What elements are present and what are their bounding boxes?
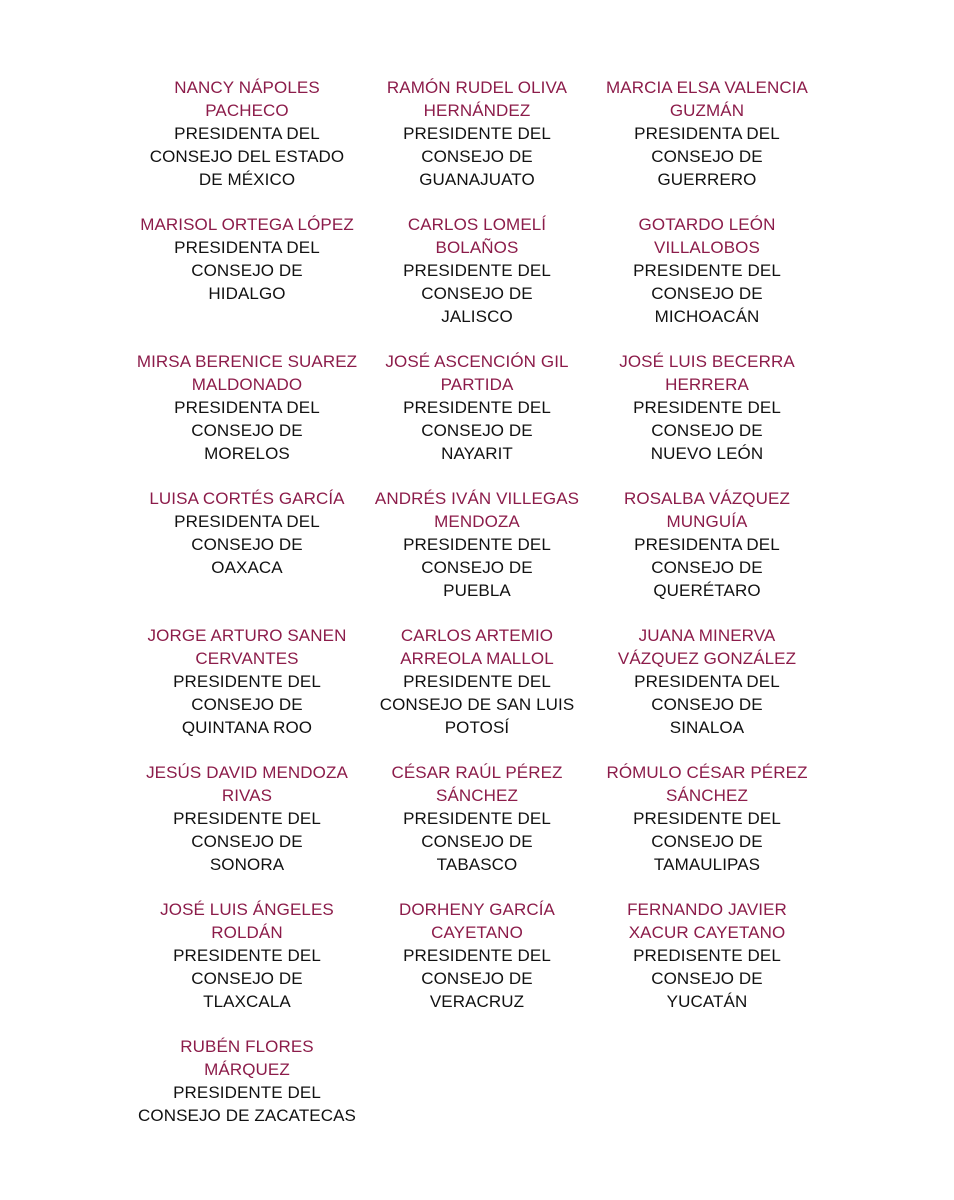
council-role	[132, 122, 362, 191]
council-role-line: PRESIDENTE DEL	[403, 124, 551, 143]
council-role-line: CONSEJO DE	[651, 832, 763, 851]
council-role-line: CONSEJO DE	[421, 558, 533, 577]
person-name-line: CERVANTES	[195, 649, 299, 668]
council-role-line: PRESIDENTE DEL	[633, 809, 781, 828]
person-name-line: JOSÉ ASCENCIÓN GIL	[385, 352, 569, 371]
person-name-line: MIRSA BERENICE SUAREZ	[136, 352, 358, 371]
council-role-line: PRESIDENTE DEL	[173, 809, 321, 828]
council-role-line: DE MÉXICO	[198, 170, 296, 189]
council-entry	[592, 350, 822, 487]
person-name-line: PACHECO	[205, 101, 289, 120]
council-entry	[132, 624, 362, 761]
council-role-line: MORELOS	[204, 444, 290, 463]
council-role-line: PRESIDENTE DEL	[403, 672, 551, 691]
council-role-line: CONSEJO DE	[651, 969, 763, 988]
council-role-line: SINALOA	[669, 718, 745, 737]
council-role-line: PRESIDENTA DEL	[174, 398, 320, 417]
council-role-line: CONSEJO DE	[191, 695, 303, 714]
person-name-line: FERNANDO JAVIER	[627, 900, 787, 919]
council-role-line: PRESIDENTE DEL	[403, 946, 551, 965]
council-role-line: CONSEJO DE	[651, 558, 763, 577]
council-role-line: OAXACA	[211, 558, 283, 577]
council-role-line: PRESIDENTE DEL	[173, 1083, 321, 1102]
council-role-line: CONSEJO DE	[421, 421, 533, 440]
council-role-line: PRESIDENTE DEL	[403, 809, 551, 828]
person-name	[362, 898, 592, 944]
person-name	[592, 487, 822, 533]
council-role-line: VERACRUZ	[429, 992, 525, 1011]
council-role-line: PREDISENTE DEL	[633, 946, 781, 965]
council-role	[592, 807, 822, 876]
council-role-line: PRESIDENTA DEL	[634, 672, 780, 691]
person-name-line: GOTARDO LEÓN	[638, 215, 776, 234]
council-role-line: HIDALGO	[208, 284, 286, 303]
council-role	[132, 236, 362, 305]
council-entry	[362, 487, 592, 624]
person-name-line: HERRERA	[665, 375, 749, 394]
council-role	[362, 396, 592, 465]
council-entry	[362, 213, 592, 350]
council-role-line: PRESIDENTA DEL	[634, 124, 780, 143]
council-role-line: CONSEJO DE	[651, 695, 763, 714]
person-name-line: RÓMULO CÉSAR PÉREZ	[606, 763, 808, 782]
council-role-line: CONSEJO DE	[651, 284, 763, 303]
person-name	[132, 350, 362, 396]
person-name-line: ANDRÉS IVÁN VILLEGAS	[374, 489, 580, 508]
person-name-line: CÉSAR RAÚL PÉREZ	[391, 763, 563, 782]
council-role	[132, 807, 362, 876]
council-role-line: CONSEJO DE	[191, 421, 303, 440]
person-name-line: ARREOLA MALLOL	[400, 649, 554, 668]
person-name	[592, 624, 822, 670]
person-name-line: CARLOS LOMELÍ	[407, 215, 547, 234]
council-entry	[592, 213, 822, 350]
person-name-line: VÁZQUEZ GONZÁLEZ	[617, 649, 797, 668]
council-role-line: CONSEJO DE ZACATECAS	[138, 1106, 356, 1125]
person-name-line: JOSÉ LUIS BECERRA	[619, 352, 795, 371]
council-entry	[132, 761, 362, 898]
person-name-line: GUZMÁN	[669, 101, 745, 120]
person-name	[362, 76, 592, 122]
person-name	[132, 487, 362, 510]
person-name-line: DORHENY GARCÍA	[398, 900, 555, 919]
person-name	[592, 761, 822, 807]
person-name-line: PARTIDA	[440, 375, 514, 394]
council-role	[132, 510, 362, 579]
council-entry	[592, 76, 822, 213]
person-name-line: JOSÉ LUIS ÁNGELES	[160, 900, 334, 919]
council-role-line: SONORA	[209, 855, 285, 874]
council-entry	[132, 487, 362, 624]
council-role-line: JALISCO	[441, 307, 513, 326]
council-role-line: PRESIDENTA DEL	[174, 124, 320, 143]
council-entry	[362, 761, 592, 898]
council-role	[362, 944, 592, 1013]
council-role	[592, 396, 822, 465]
council-role-line: CONSEJO DE	[651, 147, 763, 166]
council-role-line: CONSEJO DE	[421, 284, 533, 303]
person-name-line: XACUR CAYETANO	[628, 923, 786, 942]
council-role-line: PRESIDENTA DEL	[174, 512, 320, 531]
person-name-line: HERNÁNDEZ	[423, 101, 531, 120]
council-role-line: POTOSÍ	[444, 718, 510, 737]
person-name-line: VILLALOBOS	[654, 238, 760, 257]
council-role	[132, 1081, 362, 1127]
council-entry	[132, 350, 362, 487]
council-role-line: NAYARIT	[441, 444, 513, 463]
council-entry	[132, 1035, 362, 1172]
council-role-line: PRESIDENTE DEL	[173, 946, 321, 965]
council-role	[132, 670, 362, 739]
council-role	[592, 122, 822, 191]
person-name-line: BOLAÑOS	[435, 238, 519, 257]
council-role	[592, 944, 822, 1013]
council-role	[132, 396, 362, 465]
person-name-line: MALDONADO	[191, 375, 303, 394]
council-entry	[362, 898, 592, 1035]
council-role-line: TAMAULIPAS	[653, 855, 761, 874]
council-role	[362, 807, 592, 876]
person-name-line: JUANA MINERVA	[638, 626, 776, 645]
council-role	[362, 259, 592, 328]
council-role-line: CONSEJO DE	[191, 261, 303, 280]
person-name-line: LUISA CORTÉS GARCÍA	[149, 489, 345, 508]
council-role	[362, 670, 592, 739]
person-name-line: ROSALBA VÁZQUEZ	[624, 489, 790, 508]
person-name	[362, 624, 592, 670]
person-name-line: SÁNCHEZ	[666, 786, 748, 805]
person-name	[132, 898, 362, 944]
council-role-line: PRESIDENTE DEL	[173, 672, 321, 691]
council-role-line: MICHOACÁN	[654, 307, 760, 326]
person-name-line: CARLOS ARTEMIO	[400, 626, 554, 645]
person-name-line: SÁNCHEZ	[436, 786, 518, 805]
person-name-line: CAYETANO	[431, 923, 523, 942]
council-role-line: CONSEJO DEL ESTADO	[149, 147, 345, 166]
person-name-line: JORGE ARTURO SANEN	[147, 626, 347, 645]
council-role-line: PRESIDENTA DEL	[634, 535, 780, 554]
council-role-line: PRESIDENTE DEL	[403, 535, 551, 554]
council-entry	[592, 761, 822, 898]
council-entry	[132, 213, 362, 350]
council-role-line: QUERÉTARO	[653, 581, 761, 600]
council-entry	[132, 898, 362, 1035]
council-role	[592, 259, 822, 328]
council-presidents-grid	[132, 76, 822, 1172]
person-name-line: JESÚS DAVID MENDOZA	[146, 763, 348, 782]
person-name	[592, 898, 822, 944]
person-name-line: NANCY NÁPOLES	[174, 78, 320, 97]
council-role-line: NUEVO LEÓN	[650, 444, 764, 463]
council-role	[362, 122, 592, 191]
council-role-line: PRESIDENTE DEL	[633, 398, 781, 417]
council-role-line: CONSEJO DE	[191, 535, 303, 554]
person-name	[592, 76, 822, 122]
council-entry	[362, 350, 592, 487]
council-role-line: TLAXCALA	[203, 992, 291, 1011]
person-name-line: MENDOZA	[434, 512, 520, 531]
council-entry	[362, 76, 592, 213]
person-name-line: MÁRQUEZ	[204, 1060, 290, 1079]
council-role-line: CONSEJO DE	[421, 969, 533, 988]
council-role-line: CONSEJO DE	[651, 421, 763, 440]
council-role-line: CONSEJO DE	[191, 969, 303, 988]
person-name	[362, 213, 592, 259]
person-name	[362, 350, 592, 396]
person-name-line: RAMÓN RUDEL OLIVA	[386, 78, 568, 97]
council-role-line: CONSEJO DE	[421, 832, 533, 851]
person-name-line: RUBÉN FLORES	[180, 1037, 314, 1056]
council-role-line: CONSEJO DE	[421, 147, 533, 166]
council-role-line: PRESIDENTE DEL	[633, 261, 781, 280]
person-name	[132, 761, 362, 807]
person-name	[132, 76, 362, 122]
council-role-line: YUCATÁN	[666, 992, 748, 1011]
person-name-line: MARCIA ELSA VALENCIA	[606, 78, 808, 97]
council-role-line: GUANAJUATO	[419, 170, 535, 189]
council-role-line: PUEBLA	[443, 581, 511, 600]
council-role-line: GUERRERO	[657, 170, 757, 189]
council-role-line: PRESIDENTA DEL	[174, 238, 320, 257]
council-role	[592, 533, 822, 602]
council-role	[362, 533, 592, 602]
council-entry	[132, 76, 362, 213]
person-name-line: RIVAS	[221, 786, 273, 805]
council-entry	[362, 624, 592, 761]
council-role-line: QUINTANA ROO	[181, 718, 313, 737]
council-entry	[592, 624, 822, 761]
person-name-line: MUNGUÍA	[666, 512, 748, 531]
council-role-line: CONSEJO DE	[191, 832, 303, 851]
person-name	[132, 1035, 362, 1081]
person-name	[362, 487, 592, 533]
council-role-line: PRESIDENTE DEL	[403, 261, 551, 280]
council-role-line: PRESIDENTE DEL	[403, 398, 551, 417]
council-role	[132, 944, 362, 1013]
person-name	[362, 761, 592, 807]
person-name	[132, 213, 362, 236]
council-entry	[592, 487, 822, 624]
person-name	[592, 213, 822, 259]
person-name	[592, 350, 822, 396]
council-role-line: CONSEJO DE SAN LUIS	[379, 695, 575, 714]
person-name-line: MARISOL ORTEGA LÓPEZ	[140, 215, 354, 234]
council-role-line: TABASCO	[436, 855, 518, 874]
council-role	[592, 670, 822, 739]
person-name-line: ROLDÁN	[211, 923, 283, 942]
person-name	[132, 624, 362, 670]
council-entry	[592, 898, 822, 1035]
